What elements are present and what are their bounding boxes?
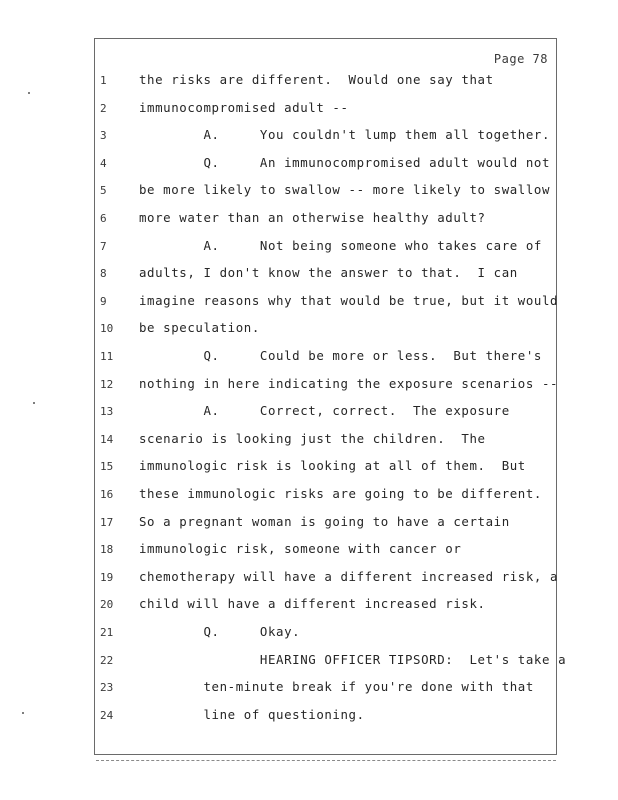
- line-number: 10: [100, 322, 114, 336]
- line-number: 21: [100, 626, 114, 639]
- line-number: 18: [100, 543, 114, 557]
- line-number: 8: [100, 267, 107, 281]
- scan-speck: [33, 402, 35, 404]
- line-text: the risks are different. Would one say that: [139, 72, 494, 87]
- line-number: 23: [100, 681, 114, 695]
- line-number: 4: [100, 156, 107, 170]
- transcript-line: [0, 707, 618, 729]
- line-number: 11: [100, 350, 114, 363]
- transcript-line: [0, 155, 618, 177]
- line-number: 19: [100, 570, 114, 584]
- line-number: 16: [100, 488, 114, 501]
- transcript-line: [0, 320, 618, 342]
- line-text: ten-minute break if you're done with that: [139, 679, 534, 695]
- line-text: Q. An immunocompromised adult would not: [139, 154, 551, 170]
- line-number: 5: [100, 184, 107, 198]
- line-text: adults, I don't know the answer to that. I can: [139, 265, 518, 281]
- line-text: immunologic risk, someone with cancer or: [139, 541, 462, 557]
- line-text: immunologic risk is looking at all of them. But: [139, 458, 526, 474]
- transcript-line: [0, 210, 618, 232]
- transcript-line: [0, 127, 618, 149]
- transcript-line: [0, 679, 618, 701]
- scan-speck: [22, 712, 24, 714]
- transcript-line: [0, 569, 618, 591]
- transcript-line: [0, 182, 618, 204]
- line-text: A. You couldn't lump them all together.: [139, 127, 551, 143]
- line-text: chemotherapy will have a different increased risk, a: [139, 568, 559, 584]
- line-number: 13: [100, 405, 114, 419]
- line-text: A. Not being someone who takes care of: [139, 237, 542, 253]
- line-text: imagine reasons why that would be true, but it would: [139, 292, 559, 308]
- line-text: be speculation.: [139, 320, 260, 336]
- transcript-line: [0, 72, 618, 94]
- line-number: 1: [100, 74, 107, 87]
- line-number: 6: [100, 212, 107, 225]
- transcript-line: [0, 652, 618, 674]
- line-text: line of questioning.: [139, 706, 365, 722]
- line-number: 22: [100, 653, 114, 667]
- line-number: 2: [100, 101, 107, 115]
- line-text: So a pregnant woman is going to have a certain: [139, 513, 510, 529]
- line-number: 7: [100, 239, 107, 253]
- line-number: 20: [100, 598, 114, 612]
- line-number: 15: [100, 460, 114, 474]
- transcript-line: [0, 514, 618, 536]
- line-text: scenario is looking just the children. The: [139, 430, 486, 446]
- transcript-line: [0, 265, 618, 287]
- line-number: 14: [100, 432, 114, 446]
- line-number: 17: [100, 515, 114, 529]
- line-text: A. Correct, correct. The exposure: [139, 403, 510, 419]
- line-text: nothing in here indicating the exposure scenarios --: [139, 375, 559, 391]
- transcript-line: [0, 376, 618, 398]
- line-number: 9: [100, 294, 107, 308]
- line-text: immunocompromised adult --: [139, 99, 349, 115]
- transcript-line: [0, 293, 618, 315]
- transcript-line: [0, 624, 618, 646]
- transcript-line: [0, 403, 618, 425]
- transcript-line: [0, 431, 618, 453]
- page-number: Page 78: [493, 52, 548, 66]
- scan-artifact-line: [96, 760, 556, 764]
- transcript-line: [0, 541, 618, 563]
- transcript-line: [0, 348, 618, 370]
- line-text: these immunologic risks are going to be different.: [139, 486, 542, 501]
- line-text: Q. Okay.: [139, 624, 301, 639]
- line-number: 24: [100, 708, 114, 722]
- line-text: Q. Could be more or less. But there's: [139, 348, 542, 363]
- transcript-line: [0, 596, 618, 618]
- line-number: 3: [100, 129, 107, 143]
- line-text: HEARING OFFICER TIPSORD: Let's take a: [139, 651, 567, 667]
- transcript-line: [0, 486, 618, 508]
- transcript-line: [0, 100, 618, 122]
- transcript-line: [0, 458, 618, 480]
- line-number: 12: [100, 377, 114, 391]
- line-text: more water than an otherwise healthy adult?: [139, 210, 486, 225]
- scan-speck: [28, 92, 30, 94]
- line-text: child will have a different increased risk.: [139, 596, 486, 612]
- transcript-line: [0, 238, 618, 260]
- line-text: be more likely to swallow -- more likely to swallow: [139, 182, 551, 198]
